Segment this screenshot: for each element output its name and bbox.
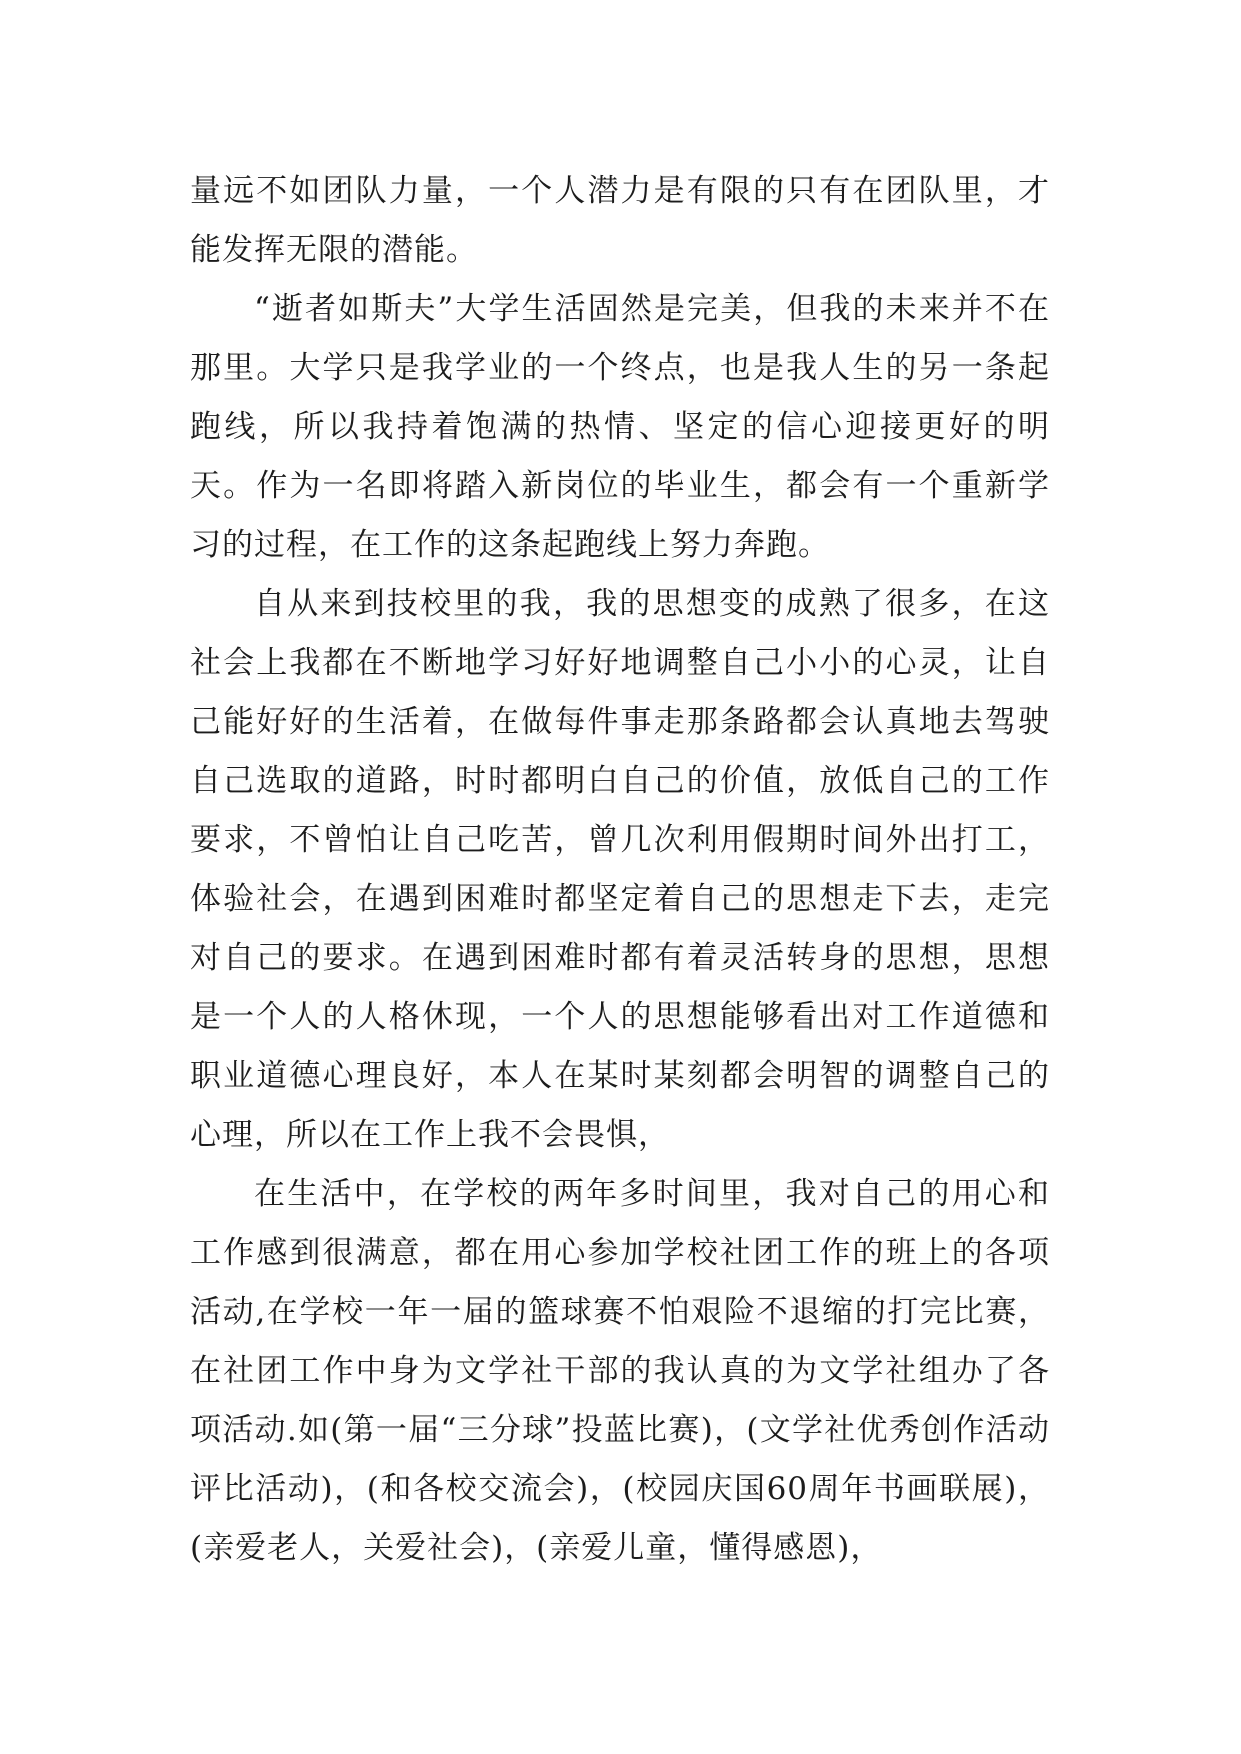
- document-body: [190, 162, 1050, 1578]
- paragraph-1: 量远不如团队力量，一个人潜力是有限的只有在团队里，才能发挥无限的潜能。: [190, 173, 1050, 268]
- paragraph-4: 在生活中，在学校的两年多时间里，我对自己的用心和工作感到很满意，都在用心参加学校社团工作的班上的各项活动,在学校一年一届的篮球赛不怕艰险不退缩的打完比赛，在社团工作中身为文学社干部的我认真的为文学社组办了各项活动.如(第一届“三分球”投蓝比赛)，(文学社优秀创作活动评比活动)，(和各校交流会)，(校园庆国60周年书画联展)，(亲爱老人，关爱社会)，(亲爱儿童，懂得感恩)，: [190, 1176, 1050, 1566]
- paragraph-2: “逝者如斯夫”大学生活固然是完美，但我的未来并不在那里。大学只是我学业的一个终点，也是我人生的另一条起跑线，所以我持着饱满的热情、坚定的信心迎接更好的明天。作为一名即将踏入新岗位的毕业生，都会有一个重新学习的过程，在工作的这条起跑线上努力奔跑。: [190, 291, 1050, 563]
- paragraph-3: 自从来到技校里的我，我的思想变的成熟了很多，在这社会上我都在不断地学习好好地调整自己小小的心灵，让自己能好好的生活着，在做每件事走那条路都会认真地去驾驶自己选取的道路，时时都明白自己的价值，放低自己的工作要求，不曾怕让自己吃苦，曾几次利用假期时间外出打工，体验社会，在遇到困难时都坚定着自己的思想走下去，走完对自己的要求。在遇到困难时都有着灵活转身的思想，思想是一个人的人格休现，一个人的思想能够看出对工作道德和职业道德心理良好，本人在某时某刻都会明智的调整自己的心理，所以在工作上我不会畏惧，: [190, 586, 1050, 1153]
